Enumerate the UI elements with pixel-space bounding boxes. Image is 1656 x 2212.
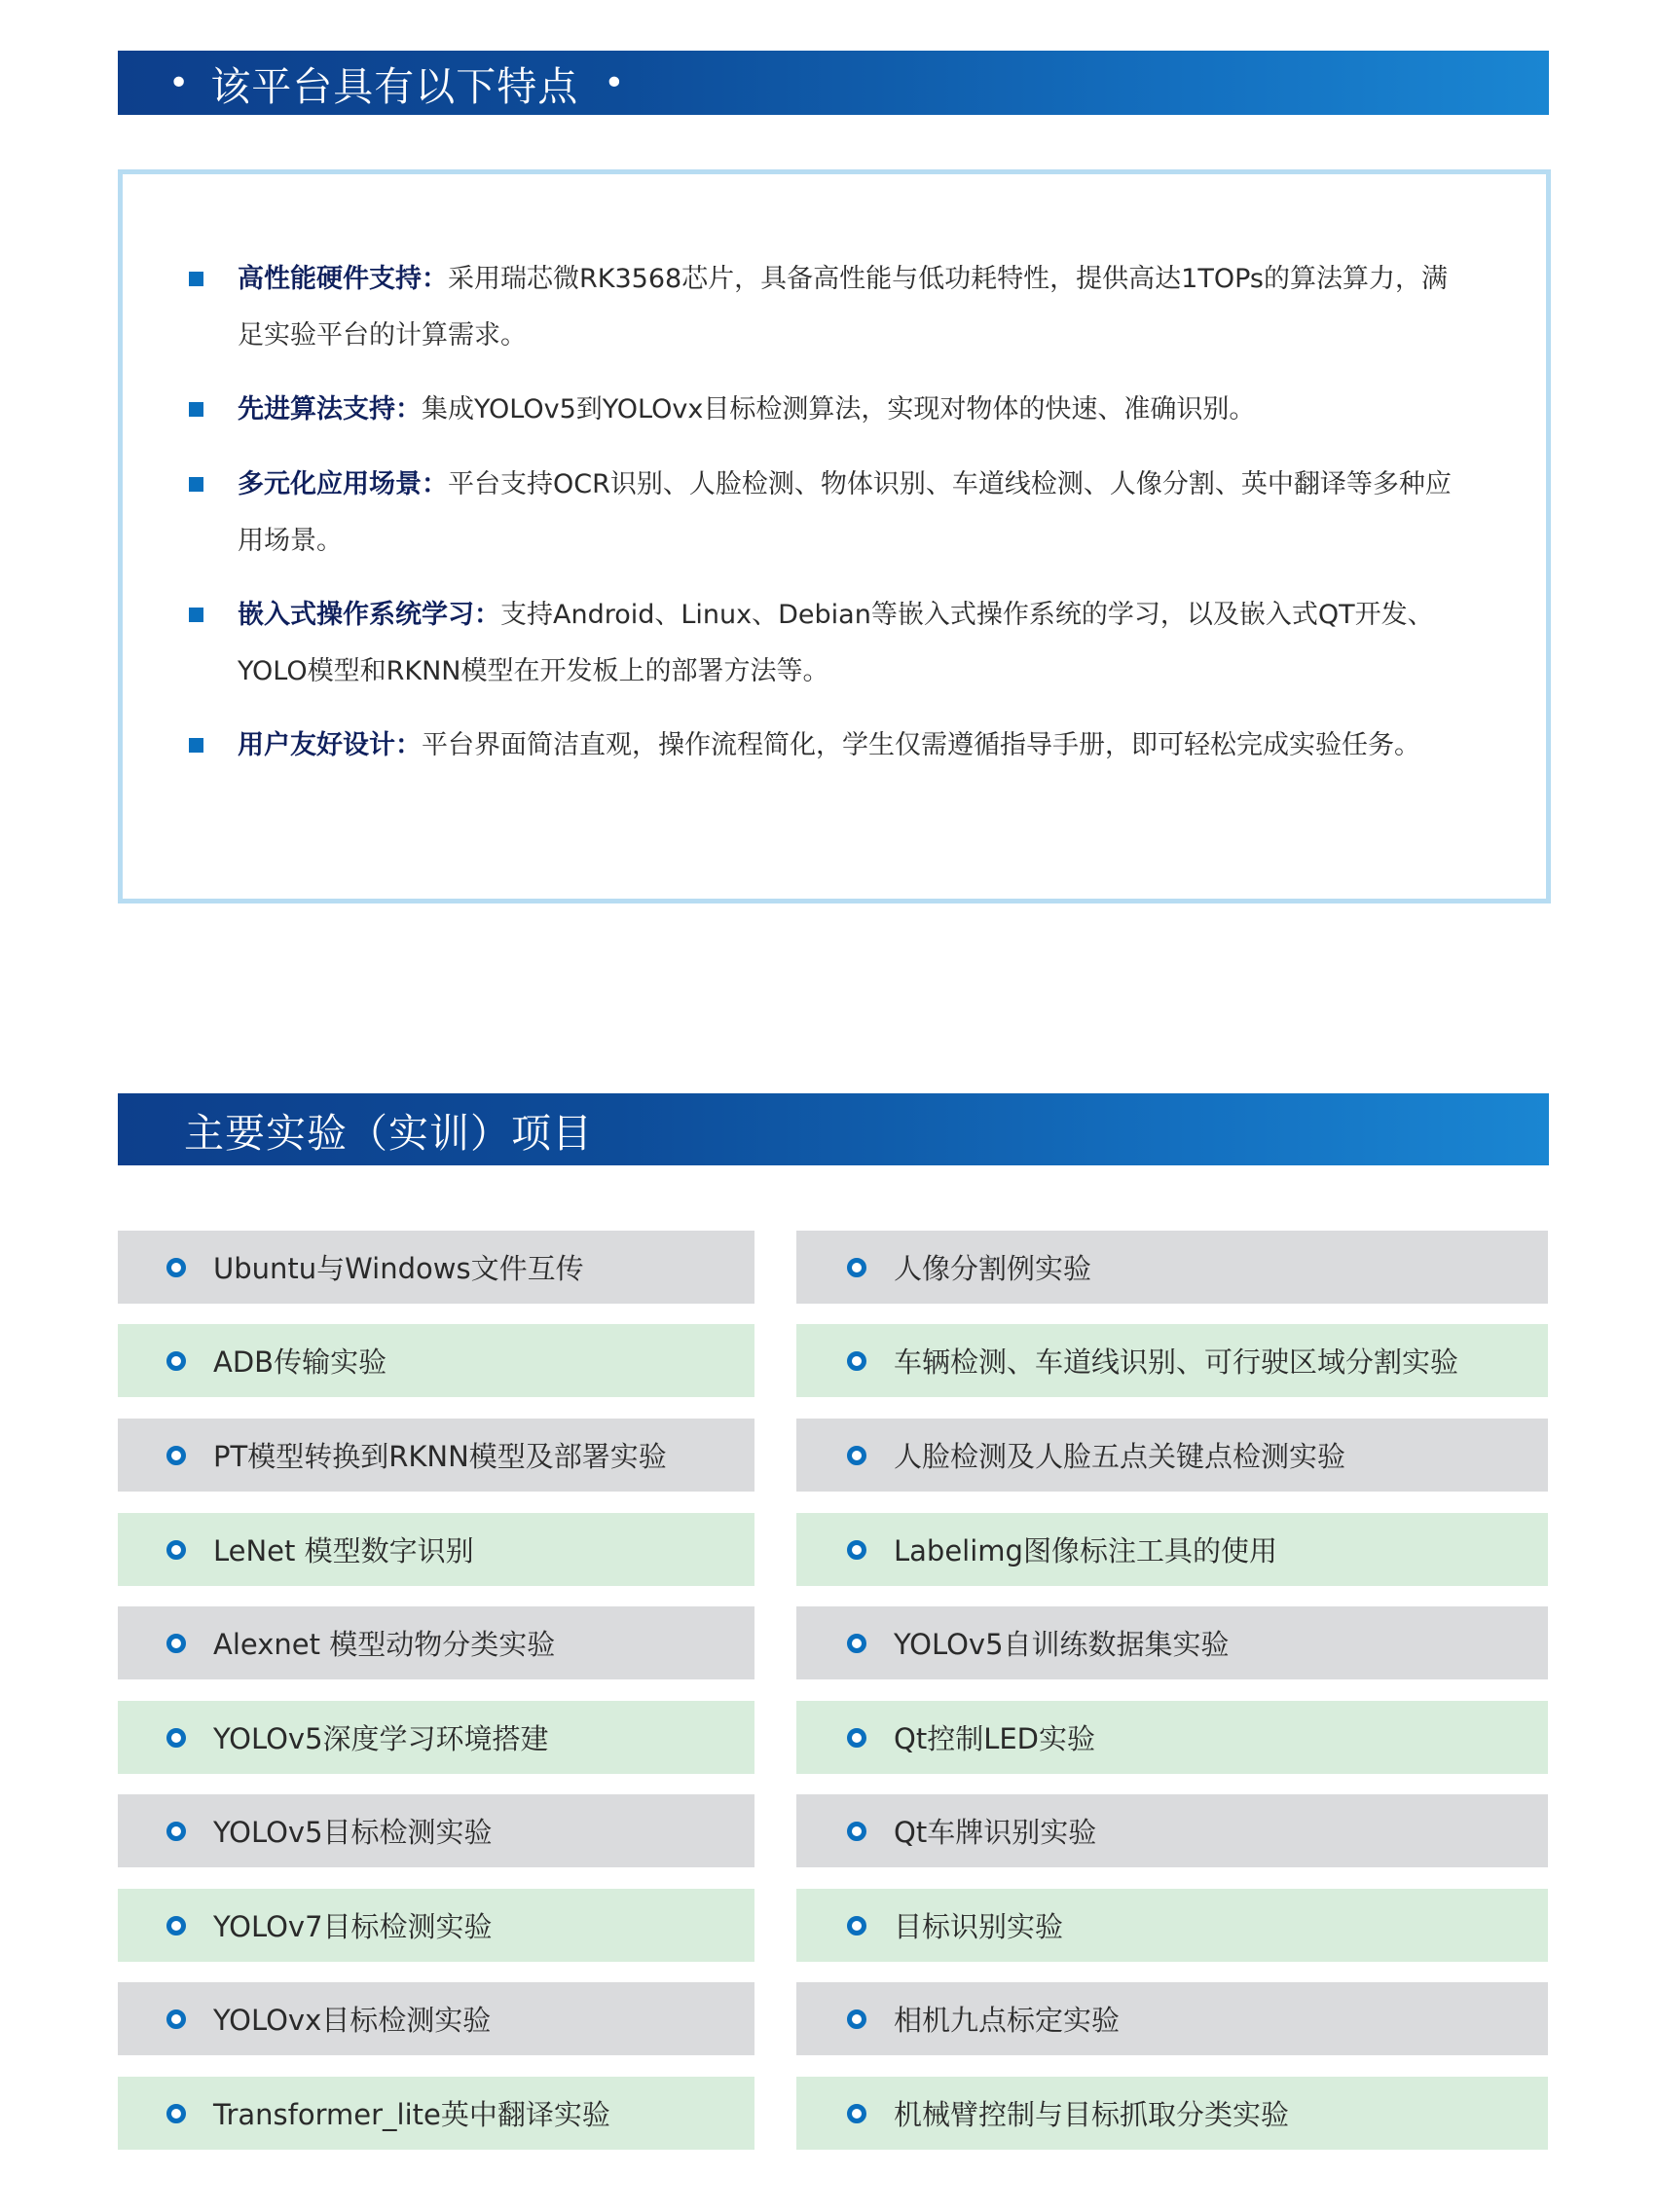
experiments-title: 主要实验（实训）项目 — [184, 1109, 593, 1157]
experiment-item — [796, 2077, 1548, 2150]
feature-text: 支持Android、Linux、Debian等嵌入式操作系统的学习，以及嵌入式QT开发、YOLO模型和RKNN模型在开发板上的部署方法等。 — [238, 600, 1434, 686]
experiment-item — [118, 1419, 754, 1492]
feature-text: 平台界面简洁直观，操作流程简化，学生仅需遵循指导手册，即可轻松完成实验任务。 — [422, 730, 1420, 760]
experiment-item — [118, 1231, 754, 1304]
experiment-label: YOLOv5目标检测实验 — [213, 1816, 493, 1849]
experiment-label: YOLOv5自训练数据集实验 — [894, 1628, 1230, 1661]
experiment-label: Labelimg图像标注工具的使用 — [894, 1534, 1277, 1567]
experiment-label: ADB传输实验 — [213, 1346, 387, 1379]
feature-item — [238, 457, 1464, 570]
ring-bullet-icon — [847, 1446, 866, 1465]
feature-item — [238, 251, 1464, 364]
feature-item — [238, 718, 1464, 774]
experiment-item — [796, 1794, 1548, 1867]
banner-bullet-left: • — [168, 62, 190, 103]
experiment-label: 人像分割例实验 — [894, 1252, 1092, 1285]
feature-title: 多元化应用场景： — [238, 469, 448, 499]
experiment-label: Ubuntu与Windows文件互传 — [213, 1252, 584, 1285]
experiment-label: 车辆检测、车道线识别、可行驶区域分割实验 — [894, 1346, 1459, 1379]
ring-bullet-icon — [847, 1916, 866, 1936]
experiment-label: YOLOv7目标检测实验 — [213, 1910, 493, 1943]
feature-title: 先进算法支持： — [238, 394, 422, 424]
feature-item — [238, 587, 1464, 700]
experiment-label: YOLOvx目标检测实验 — [213, 2004, 492, 2037]
ring-bullet-icon — [166, 2009, 186, 2029]
experiment-label: Qt车牌识别实验 — [894, 1816, 1097, 1849]
experiment-label: 相机九点标定实验 — [894, 2004, 1121, 2037]
banner-bullet-right: • — [604, 62, 625, 103]
features-box — [118, 169, 1551, 903]
experiment-label: 机械臂控制与目标抓取分类实验 — [894, 2098, 1290, 2131]
ring-bullet-icon — [166, 1916, 186, 1936]
experiment-label: 人脸检测及人脸五点关键点检测实验 — [894, 1440, 1346, 1473]
experiment-label: LeNet 模型数字识别 — [213, 1534, 474, 1567]
experiment-item — [796, 1324, 1548, 1397]
experiment-label: Transformer_lite英中翻译实验 — [213, 2098, 610, 2131]
ring-bullet-icon — [166, 1446, 186, 1465]
experiment-item — [796, 1889, 1548, 1962]
ring-bullet-icon — [847, 1634, 866, 1653]
square-bullet-icon — [189, 272, 203, 286]
experiments-banner — [118, 1093, 1549, 1165]
experiment-item — [118, 1701, 754, 1774]
ring-bullet-icon — [847, 1351, 866, 1371]
ring-bullet-icon — [166, 2104, 186, 2123]
feature-text: 平台支持OCR识别、人脸检测、物体识别、车道线检测、人像分割、英中翻译等多种应用场景。 — [238, 469, 1452, 556]
square-bullet-icon — [189, 738, 203, 753]
experiment-item — [118, 1324, 754, 1397]
experiment-item — [796, 1513, 1548, 1586]
experiment-item — [796, 1701, 1548, 1774]
experiment-item — [796, 1231, 1548, 1304]
ring-bullet-icon — [166, 1728, 186, 1748]
experiment-item — [796, 1419, 1548, 1492]
features-banner — [118, 51, 1549, 115]
ring-bullet-icon — [166, 1540, 186, 1560]
ring-bullet-icon — [847, 1540, 866, 1560]
feature-text: 集成YOLOv5到YOLOvx目标检测算法，实现对物体的快速、准确识别。 — [422, 394, 1256, 424]
square-bullet-icon — [189, 402, 203, 417]
experiment-label: YOLOv5深度学习环境搭建 — [213, 1722, 549, 1755]
feature-text: 采用瑞芯微RK3568芯片，具备高性能与低功耗特性，提供高达1TOPs的算法算力，满足实验平台的计算需求。 — [238, 264, 1448, 350]
experiment-item — [118, 2077, 754, 2150]
ring-bullet-icon — [847, 1258, 866, 1277]
feature-title: 高性能硬件支持： — [238, 264, 448, 294]
ring-bullet-icon — [166, 1634, 186, 1653]
experiment-item — [796, 1982, 1548, 2055]
experiment-label: Alexnet 模型动物分类实验 — [213, 1628, 556, 1661]
ring-bullet-icon — [166, 1351, 186, 1371]
ring-bullet-icon — [847, 1822, 866, 1841]
feature-item — [238, 382, 1464, 438]
ring-bullet-icon — [166, 1822, 186, 1841]
experiment-item — [118, 1513, 754, 1586]
experiment-item — [118, 1982, 754, 2055]
ring-bullet-icon — [847, 1728, 866, 1748]
experiment-item — [118, 1889, 754, 1962]
experiment-item — [118, 1606, 754, 1679]
experiment-label: PT模型转换到RKNN模型及部署实验 — [213, 1440, 667, 1473]
feature-title: 用户友好设计： — [238, 730, 422, 760]
ring-bullet-icon — [847, 2009, 866, 2029]
experiment-item — [796, 1606, 1548, 1679]
experiment-item — [118, 1794, 754, 1867]
square-bullet-icon — [189, 477, 203, 492]
ring-bullet-icon — [847, 2104, 866, 2123]
experiment-label: Qt控制LED实验 — [894, 1722, 1096, 1755]
feature-title: 嵌入式操作系统学习： — [238, 600, 500, 630]
experiment-label: 目标识别实验 — [894, 1910, 1064, 1943]
ring-bullet-icon — [166, 1258, 186, 1277]
features-title: 该平台具有以下特点 — [210, 62, 579, 110]
square-bullet-icon — [189, 608, 203, 622]
